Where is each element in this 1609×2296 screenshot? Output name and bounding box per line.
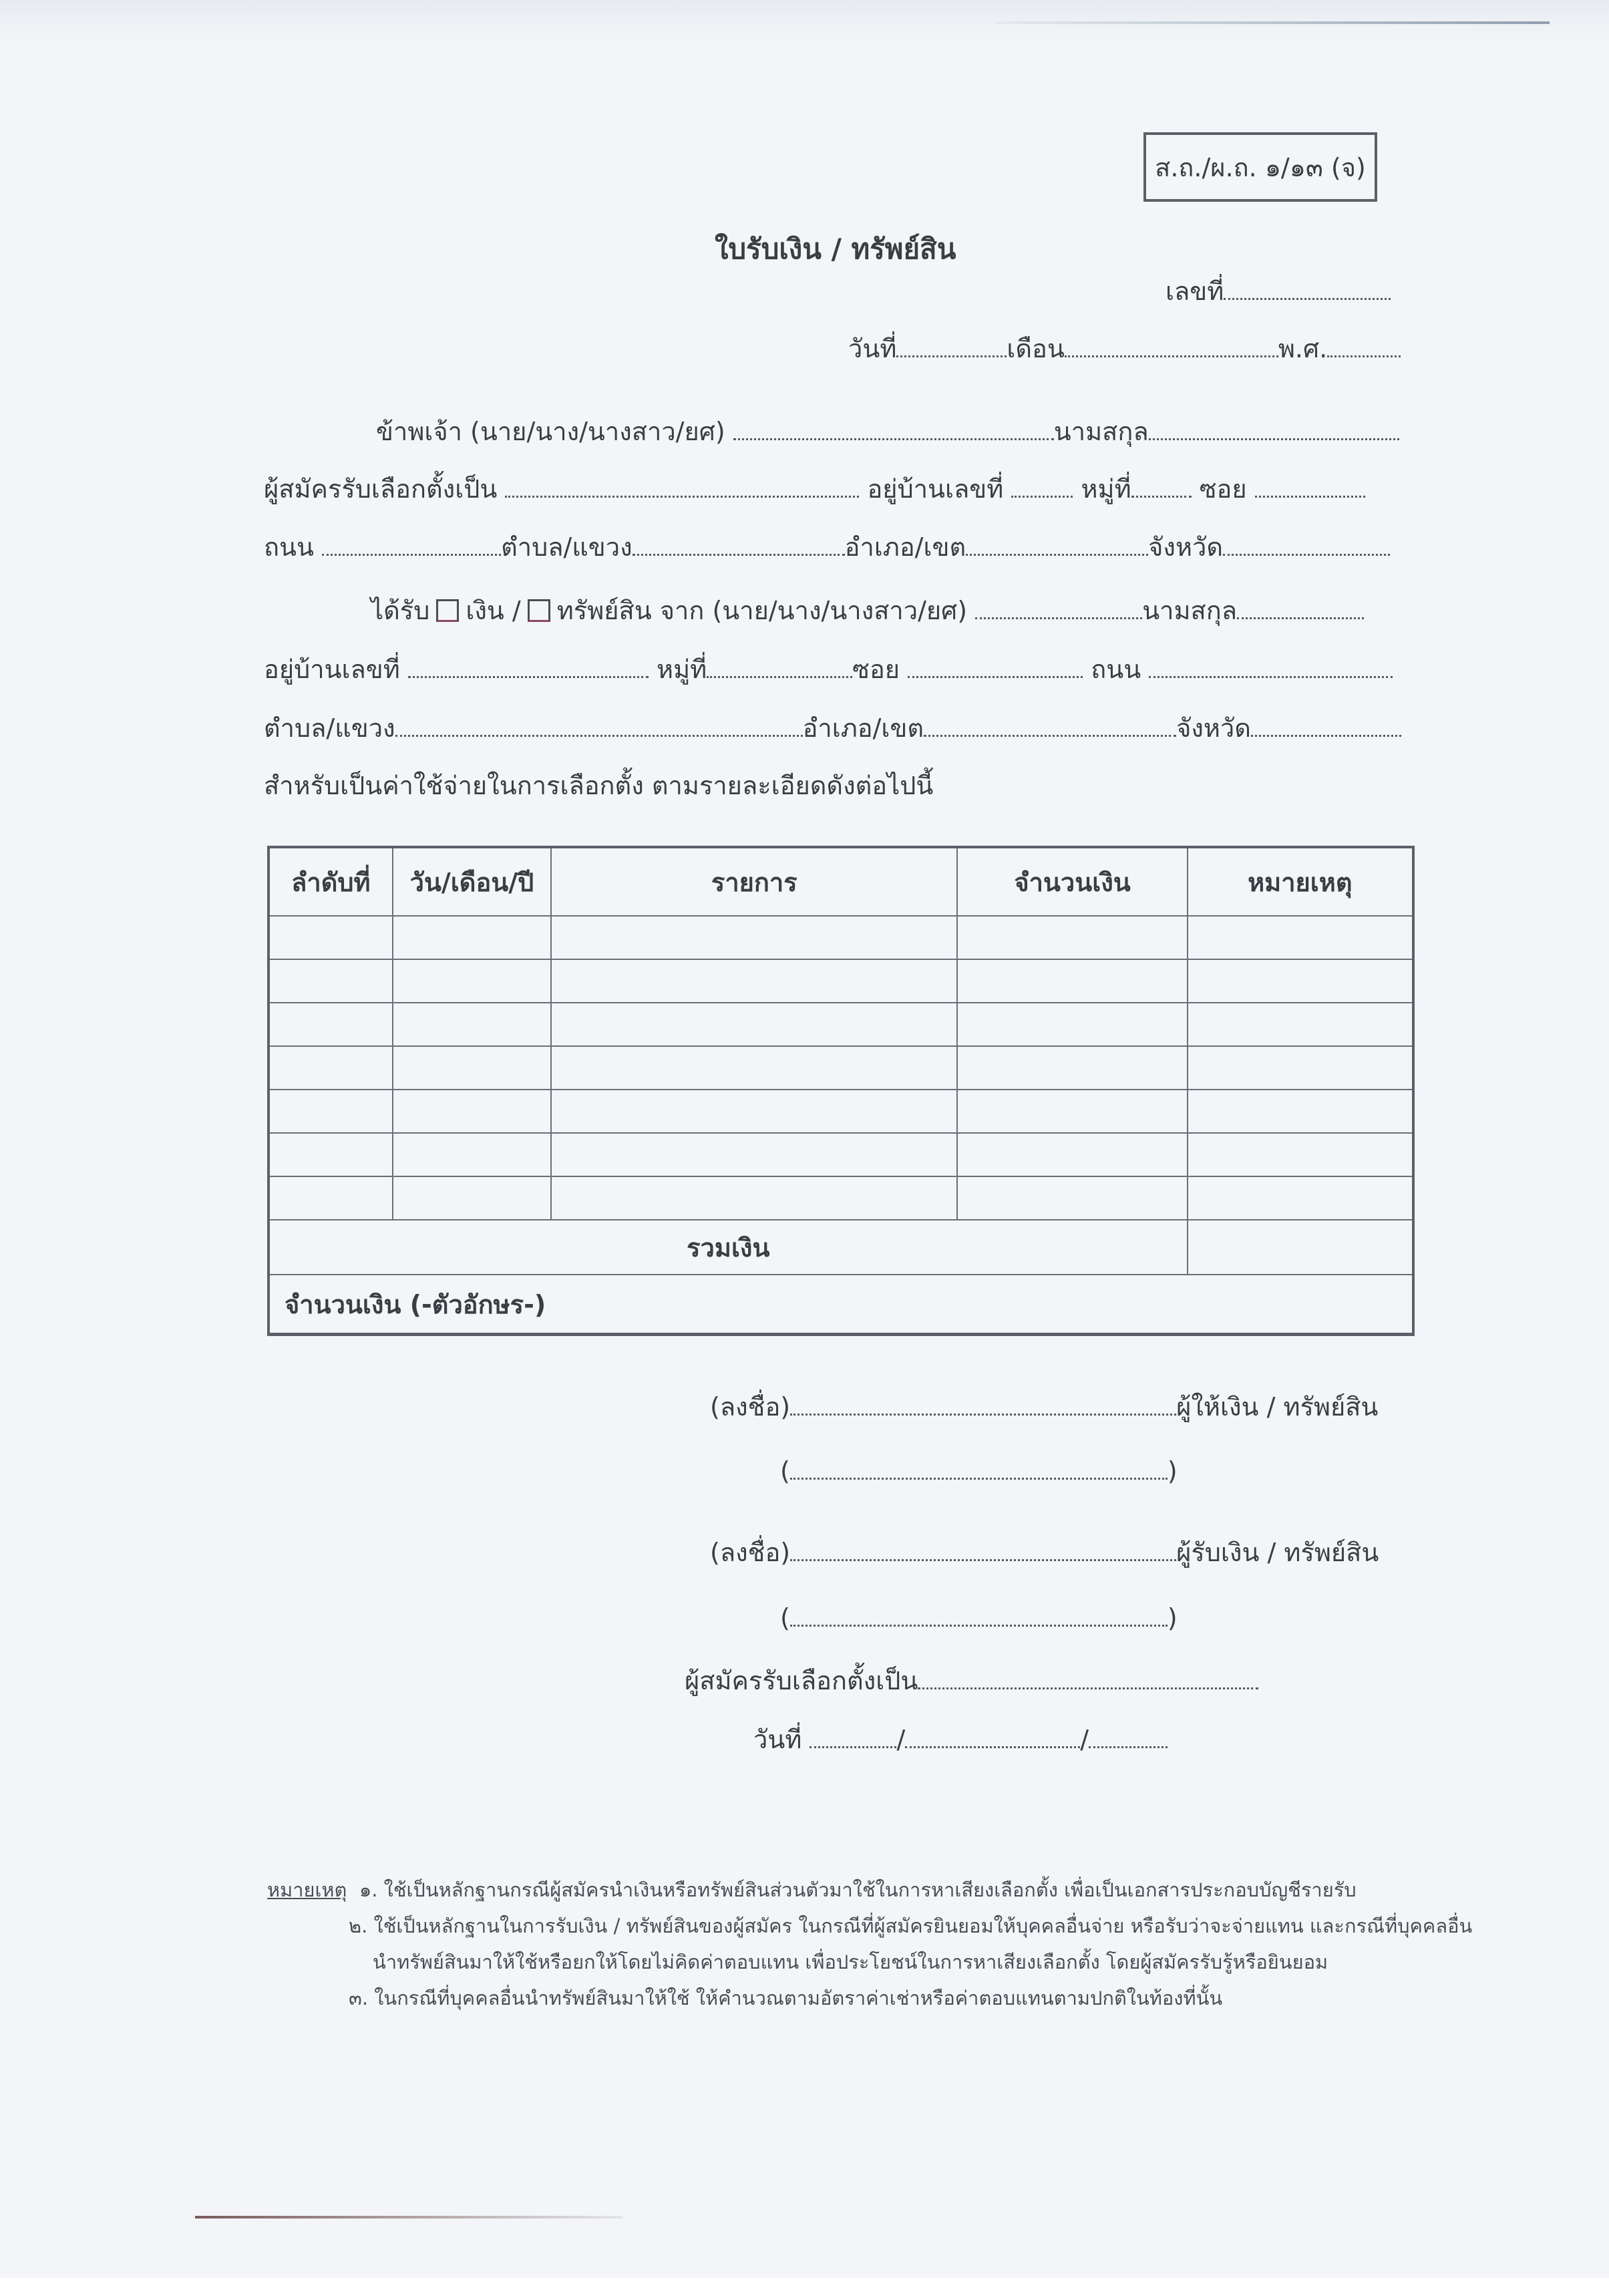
- candidate-label: ผู้สมัครรับเลือกตั้งเป็น: [264, 474, 498, 504]
- notes-line-1: [267, 1872, 1357, 1908]
- signature-year-field[interactable]: [1089, 1726, 1168, 1748]
- cell-item[interactable]: [551, 916, 957, 959]
- declarant-surname-label: นามสกุล: [1053, 417, 1149, 446]
- giver-moo-field[interactable]: [707, 656, 852, 678]
- month-field[interactable]: [1065, 335, 1278, 357]
- cell-order[interactable]: [269, 1176, 393, 1220]
- declarant-prefix-label: ข้าพเจ้า (นาย/นาง/นางสาว/ยศ): [376, 417, 725, 446]
- moo-label: หมู่ที่: [1081, 474, 1131, 504]
- note-item-2: ๒. ใช้เป็นหลักฐานในการรับเงิน / ทรัพย์สินของผู้สมัคร ในกรณีที่ผู้สมัครยินยอมให้บุคคลอื่นจ่าย หรือรับว่าจะจ่ายแทน และกรณีที่บุคคลอื่น: [349, 1915, 1473, 1937]
- soi-field[interactable]: [1255, 476, 1365, 498]
- table-row: [269, 1133, 1413, 1176]
- cell-remark[interactable]: [1188, 1133, 1413, 1176]
- cell-order[interactable]: [269, 959, 393, 1003]
- table-row: [269, 916, 1413, 959]
- cell-date[interactable]: [393, 1046, 552, 1090]
- cell-amount[interactable]: [957, 959, 1187, 1003]
- receipt-number-row: [1166, 275, 1391, 307]
- cell-date[interactable]: [393, 959, 552, 1003]
- cell-order[interactable]: [269, 916, 393, 959]
- cell-date[interactable]: [393, 916, 552, 959]
- cell-item[interactable]: [551, 1003, 957, 1046]
- table-row: [269, 1003, 1413, 1046]
- receiver-role-label: ผู้รับเงิน / ทรัพย์สิน: [1176, 1538, 1379, 1567]
- receiver-printed-name-field[interactable]: [790, 1605, 1168, 1627]
- page-title: ใบรับเงิน / ทรัพย์สิน: [715, 232, 956, 265]
- cell-order[interactable]: [269, 1003, 393, 1046]
- district-label: อำเภอ/เขต: [844, 532, 966, 562]
- cell-item[interactable]: [551, 1133, 957, 1176]
- note-item-3: ๓. ในกรณีที่บุคคลอื่นนำทรัพย์สินมาให้ใช้ ให้คำนวณตามอัตราค่าเช่าหรือค่าตอบแทนตามปกติในท้องที่นั้น: [349, 1987, 1223, 2009]
- receiver-signature-row: [710, 1536, 1379, 1569]
- signer-candidate-field[interactable]: [918, 1667, 1258, 1689]
- cell-order[interactable]: [269, 1133, 393, 1176]
- cell-remark[interactable]: [1188, 959, 1413, 1003]
- road-field[interactable]: [322, 534, 501, 556]
- receiver-printed-name-row: [780, 1602, 1178, 1634]
- scan-shadow-top: [0, 0, 1609, 40]
- giver-signature-row: [710, 1391, 1378, 1423]
- road-label: ถนน: [264, 532, 314, 562]
- giver-moo-label: หมู่ที่: [657, 655, 707, 684]
- cell-order[interactable]: [269, 1090, 393, 1133]
- received-row: [371, 595, 1364, 627]
- giver-road-label: ถนน: [1091, 655, 1141, 684]
- items-table: [267, 846, 1415, 1336]
- giver-district-label: อำเภอ/เขต: [802, 713, 924, 743]
- district-field[interactable]: [966, 534, 1148, 556]
- giver-role-label: ผู้ให้เงิน / ทรัพย์สิน: [1176, 1392, 1379, 1422]
- house-no-label: อยู่บ้านเลขที่: [867, 474, 1004, 504]
- subdistrict-field[interactable]: [633, 534, 845, 556]
- subdistrict-label: ตำบล/แขวง: [501, 532, 633, 562]
- giver-name-field[interactable]: [975, 597, 1142, 619]
- receiver-close-paren: ): [1167, 1603, 1178, 1633]
- giver-house-no-field[interactable]: [408, 656, 649, 678]
- col-header-amount: จำนวนเงิน: [957, 847, 1187, 916]
- year-label: พ.ศ.: [1278, 334, 1328, 363]
- cell-date[interactable]: [393, 1133, 552, 1176]
- cell-remark[interactable]: [1188, 1046, 1413, 1090]
- money-checkbox[interactable]: [436, 599, 459, 622]
- giver-subdistrict-label: ตำบล/แขวง: [264, 713, 395, 743]
- cell-date[interactable]: [393, 1003, 552, 1046]
- giver-district-field[interactable]: [924, 715, 1176, 737]
- date-separator-1: /: [896, 1725, 906, 1754]
- col-header-order: ลำดับที่: [269, 847, 393, 916]
- cell-order[interactable]: [269, 1046, 393, 1090]
- day-field[interactable]: [896, 335, 1007, 357]
- giver-surname-label: นามสกุล: [1142, 596, 1238, 625]
- scan-streak: [995, 21, 1550, 24]
- signature-date-row: [753, 1724, 1168, 1756]
- giver-soi-field[interactable]: [908, 656, 1083, 678]
- month-label: เดือน: [1007, 334, 1065, 363]
- date-row: [848, 333, 1401, 365]
- giver-subdistrict-field[interactable]: [395, 715, 803, 737]
- candidate-position-field[interactable]: [505, 476, 859, 498]
- giver-close-paren: ): [1167, 1456, 1178, 1486]
- signer-candidate-row: [685, 1665, 1258, 1697]
- amount-words-row: [269, 1275, 1413, 1335]
- form-code-box: [1143, 132, 1377, 202]
- declarant-candidate-row: [264, 473, 1365, 505]
- receiver-signature-field[interactable]: [790, 1539, 1176, 1561]
- cell-amount[interactable]: [957, 1046, 1187, 1090]
- table-row: [269, 1090, 1413, 1133]
- date-separator-2: /: [1080, 1725, 1089, 1754]
- cell-item[interactable]: [551, 959, 957, 1003]
- giver-surname-field[interactable]: [1237, 597, 1364, 619]
- receiver-sign-label: (ลงชื่อ): [710, 1538, 791, 1567]
- giver-address-row-2: [264, 712, 1401, 744]
- cell-item[interactable]: [551, 1090, 957, 1133]
- col-header-date: วัน/เดือน/ปี: [393, 847, 552, 916]
- signature-date-label: วันที่: [753, 1725, 802, 1754]
- day-label: วันที่: [848, 334, 897, 363]
- giver-address-row-1: [264, 653, 1393, 685]
- total-label: รวมเงิน: [269, 1220, 1188, 1275]
- declarant-surname-field[interactable]: [1149, 418, 1399, 440]
- declarant-name-row: [376, 416, 1399, 448]
- table-row: [269, 1176, 1413, 1220]
- giver-soi-label: ซอย: [852, 655, 900, 684]
- giver-province-label: จังหวัด: [1176, 713, 1251, 743]
- cell-amount[interactable]: [957, 1133, 1187, 1176]
- table-row: [269, 1046, 1413, 1090]
- form-code: ส.ถ./ผ.ถ. ๑/๑๓ (จ): [1155, 152, 1366, 182]
- cell-date[interactable]: [393, 1176, 552, 1220]
- cell-item[interactable]: [551, 1176, 957, 1220]
- giver-printed-name-row: [780, 1455, 1178, 1487]
- table-header-row: [269, 847, 1413, 916]
- giver-signature-field[interactable]: [790, 1393, 1176, 1416]
- table-row: [269, 959, 1413, 1003]
- soi-label: ซอย: [1199, 474, 1247, 504]
- year-field[interactable]: [1327, 335, 1401, 357]
- cell-remark[interactable]: [1188, 1003, 1413, 1046]
- giver-road-field[interactable]: [1149, 656, 1393, 678]
- total-value-cell[interactable]: [1188, 1220, 1413, 1275]
- col-header-item: รายการ: [551, 847, 957, 916]
- cell-amount[interactable]: [957, 916, 1187, 959]
- cell-remark[interactable]: [1188, 1090, 1413, 1133]
- note-item-1: ๑. ใช้เป็นหลักฐานกรณีผู้สมัครนำเงินหรือทรัพย์สินส่วนตัวมาใช้ในการหาเสียงเลือกตั้ง เพื่อเป็นเอกสารประกอบบัญชีรายรับ: [359, 1878, 1357, 1901]
- receiver-open-paren: (: [780, 1603, 790, 1633]
- cell-remark[interactable]: [1188, 1176, 1413, 1220]
- col-header-remark: หมายเหตุ: [1188, 847, 1413, 916]
- giver-sign-label: (ลงชื่อ): [710, 1392, 791, 1422]
- cell-amount[interactable]: [957, 1176, 1187, 1220]
- giver-province-field[interactable]: [1251, 715, 1401, 737]
- receipt-number-label: เลขที่: [1166, 277, 1224, 306]
- property-checkbox[interactable]: [528, 599, 550, 622]
- moo-field[interactable]: [1131, 476, 1192, 498]
- signer-candidate-label: ผู้สมัครรับเลือกตั้งเป็น: [685, 1666, 918, 1695]
- note-item-2-continued: นำทรัพย์สินมาให้ใช้หรือยกให้โดยไม่คิดค่าตอบแทน เพื่อประโยชน์ในการหาเสียงเลือกตั้ง โดยผู้สมัครรับรู้หรือยินยอม: [373, 1951, 1328, 1973]
- cell-item[interactable]: [551, 1046, 957, 1090]
- cell-amount[interactable]: [957, 1090, 1187, 1133]
- signature-month-field[interactable]: [905, 1726, 1080, 1748]
- notes-heading: หมายเหตุ: [267, 1878, 347, 1901]
- province-field[interactable]: [1223, 534, 1390, 556]
- scan-edge-line: [195, 2216, 622, 2219]
- cell-amount[interactable]: [957, 1003, 1187, 1046]
- amount-words-label[interactable]: จำนวนเงิน (-ตัวอักษร-): [269, 1275, 1413, 1335]
- giver-open-paren: (: [780, 1456, 790, 1486]
- house-no-field[interactable]: [1011, 476, 1073, 498]
- declarant-address-row: [264, 531, 1390, 563]
- signature-day-field[interactable]: [810, 1726, 896, 1748]
- money-option-label: เงิน /: [466, 596, 521, 625]
- purpose-text: สำหรับเป็นค่าใช้จ่ายในการเลือกตั้ง ตามรายละเอียดดังต่อไปนี้: [264, 771, 934, 800]
- received-label: ได้รับ: [371, 596, 430, 625]
- cell-date[interactable]: [393, 1090, 552, 1133]
- property-option-label: ทรัพย์สิน จาก (นาย/นาง/นางสาว/ยศ): [556, 596, 968, 625]
- total-row: [269, 1220, 1413, 1275]
- giver-house-no-label: อยู่บ้านเลขที่: [264, 655, 400, 684]
- declarant-name-field[interactable]: [733, 418, 1054, 440]
- cell-remark[interactable]: [1188, 916, 1413, 959]
- province-label: จังหวัด: [1148, 532, 1224, 562]
- receipt-number-field[interactable]: [1224, 278, 1391, 300]
- giver-printed-name-field[interactable]: [790, 1458, 1168, 1480]
- scan-edge-bottom: [0, 2278, 1609, 2296]
